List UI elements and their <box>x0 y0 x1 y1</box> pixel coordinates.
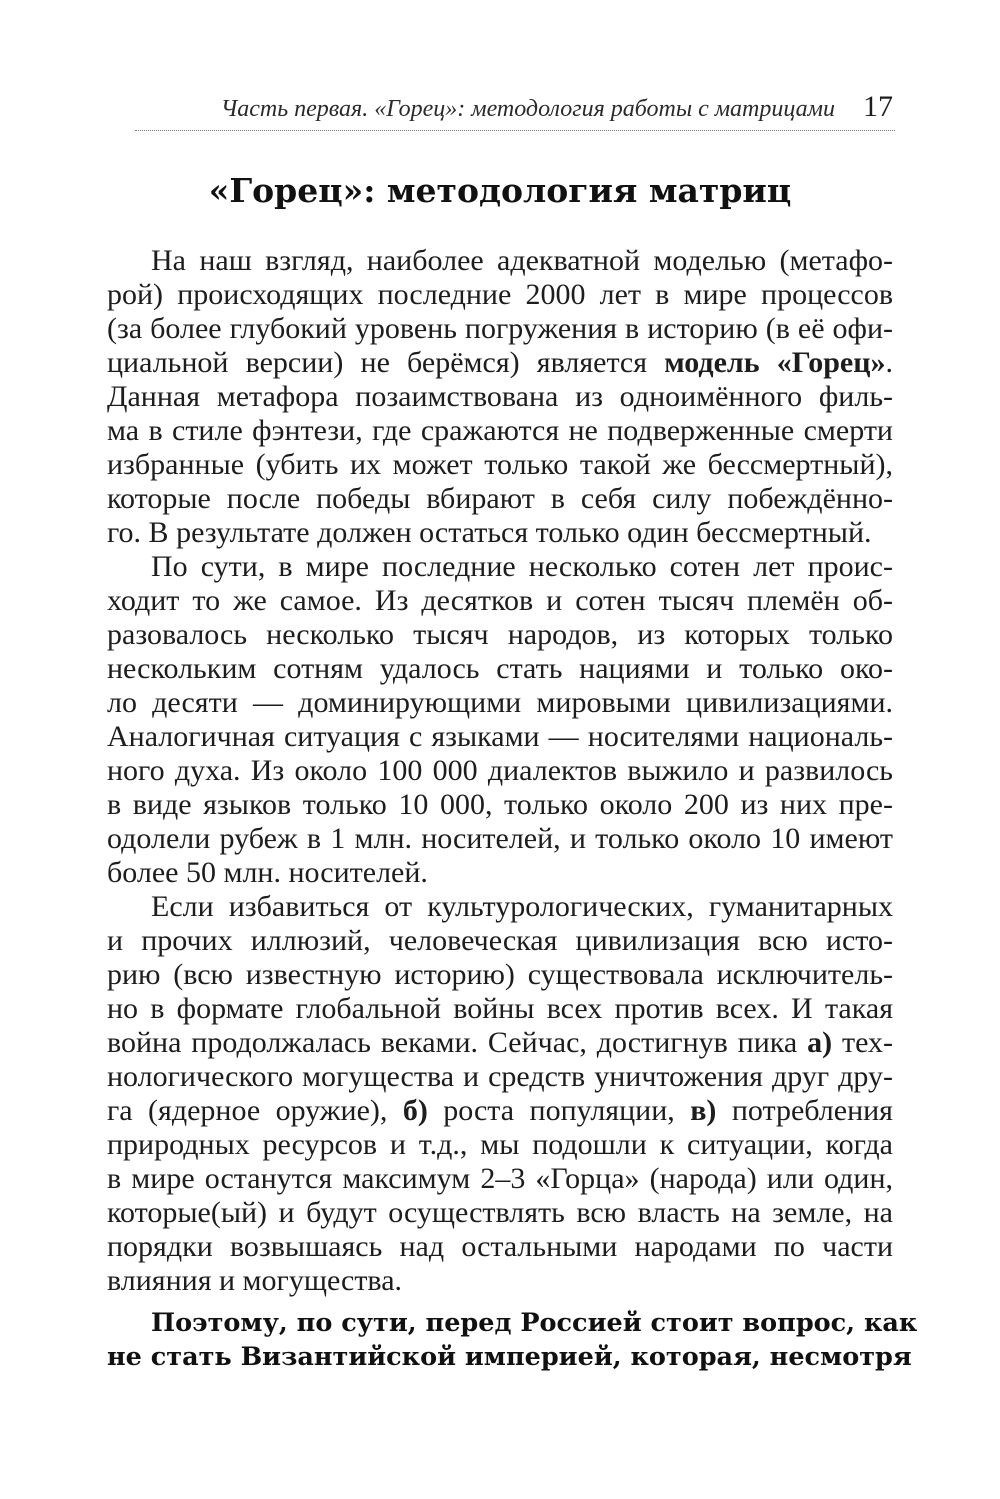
text-line: природных ресурсов и т.д., мы подошли к ситуации, когда <box>107 1128 893 1161</box>
text-line: га (ядерное оружие), б) роста популяции, в) потребления <box>107 1094 893 1127</box>
text-line: ного духа. Из около 100 000 диалектов выжило и развилось <box>107 754 893 787</box>
list-marker: в) <box>690 1094 717 1127</box>
text-line: ло десяти — доминирующими мировыми цивилизациями. <box>107 686 893 719</box>
text-line: не стать Византийской империей, которая, несмотря <box>107 1342 912 1372</box>
running-head <box>135 84 895 131</box>
text-line: одолели рубеж в 1 млн. носителей, и только около 10 имеют <box>107 822 893 855</box>
text-line: которые(ый) и будут осуществлять всю власть на земле, на <box>107 1196 893 1229</box>
body-text <box>107 244 918 1374</box>
paragraph-3 <box>107 890 893 1298</box>
text-line: Аналогичная ситуация с языками — носителями националь- <box>107 720 893 753</box>
list-marker: б) <box>402 1094 428 1127</box>
text-line: (за более глубокий уровень погружения в историю (в её офи- <box>107 312 893 345</box>
text-line: рой) происходящих последние 2000 лет в мире процессов <box>107 278 893 311</box>
text-line: циальной версии) не берёмся) является модель «Горец». <box>107 346 893 379</box>
text-line: Данная метафора позаимствована из одноимённого филь- <box>107 380 893 413</box>
text-line: ходит то же самое. Из десятков и сотен тысяч племён об- <box>107 584 893 617</box>
running-head-title: Часть первая. «Горец»: методология работы с матрицами <box>220 96 835 122</box>
bold-term: модель «Горец» <box>664 346 886 379</box>
text-line: нескольким сотням удалось стать нациями и только око- <box>107 652 893 685</box>
text-line: нологического могущества и средств уничтожения друг дру- <box>107 1060 893 1093</box>
text-line: По сути, в мире последние несколько сотен лет проис- <box>151 550 893 583</box>
text-line: Поэтому, по сути, перед Россией стоит вопрос, как <box>151 1308 918 1338</box>
text-line: порядки возвышаясь над остальными народами по части <box>107 1230 893 1263</box>
text-line: влияния и могущества. <box>107 1264 403 1297</box>
page-number: 17 <box>863 90 893 123</box>
list-marker: а) <box>807 1026 833 1059</box>
text-line: более 50 млн. носителей. <box>107 856 428 889</box>
text-line: избранные (убить их может только такой же бессмертный), <box>107 448 893 481</box>
text-line: Если избавиться от культурологических, гуманитарных <box>151 890 893 923</box>
text-line: На наш взгляд, наиболее адекватной моделью (метафо- <box>151 244 893 277</box>
paragraph-2 <box>107 550 893 890</box>
paragraph-4-bold <box>107 1306 918 1374</box>
text-line: разовалось несколько тысяч народов, из которых только <box>107 618 893 651</box>
text-line: война продолжалась веками. Сейчас, достигнув пика а) тех- <box>107 1026 893 1059</box>
text-line: но в формате глобальной войны всех против всех. И такая <box>107 992 893 1025</box>
text-line: которые после победы вбирают в себя силу побеждённо- <box>107 482 893 515</box>
chapter-title: «Горец»: методология матриц <box>208 171 792 210</box>
text-line: в виде языков только 10 000, только около 200 из них пре- <box>107 788 893 821</box>
text-line: и прочих иллюзий, человеческая цивилизация всю исто- <box>107 924 893 957</box>
text-line: ма в стиле фэнтези, где сражаются не подверженные смерти <box>107 414 893 447</box>
paragraph-1 <box>107 244 893 550</box>
text-line: го. В результате должен остаться только один бессмертный. <box>107 516 872 549</box>
text-line: рию (всю известную историю) существовала исключитель- <box>107 958 893 991</box>
text-line: в мире останутся максимум 2–3 «Горца» (народа) или один, <box>107 1162 893 1195</box>
